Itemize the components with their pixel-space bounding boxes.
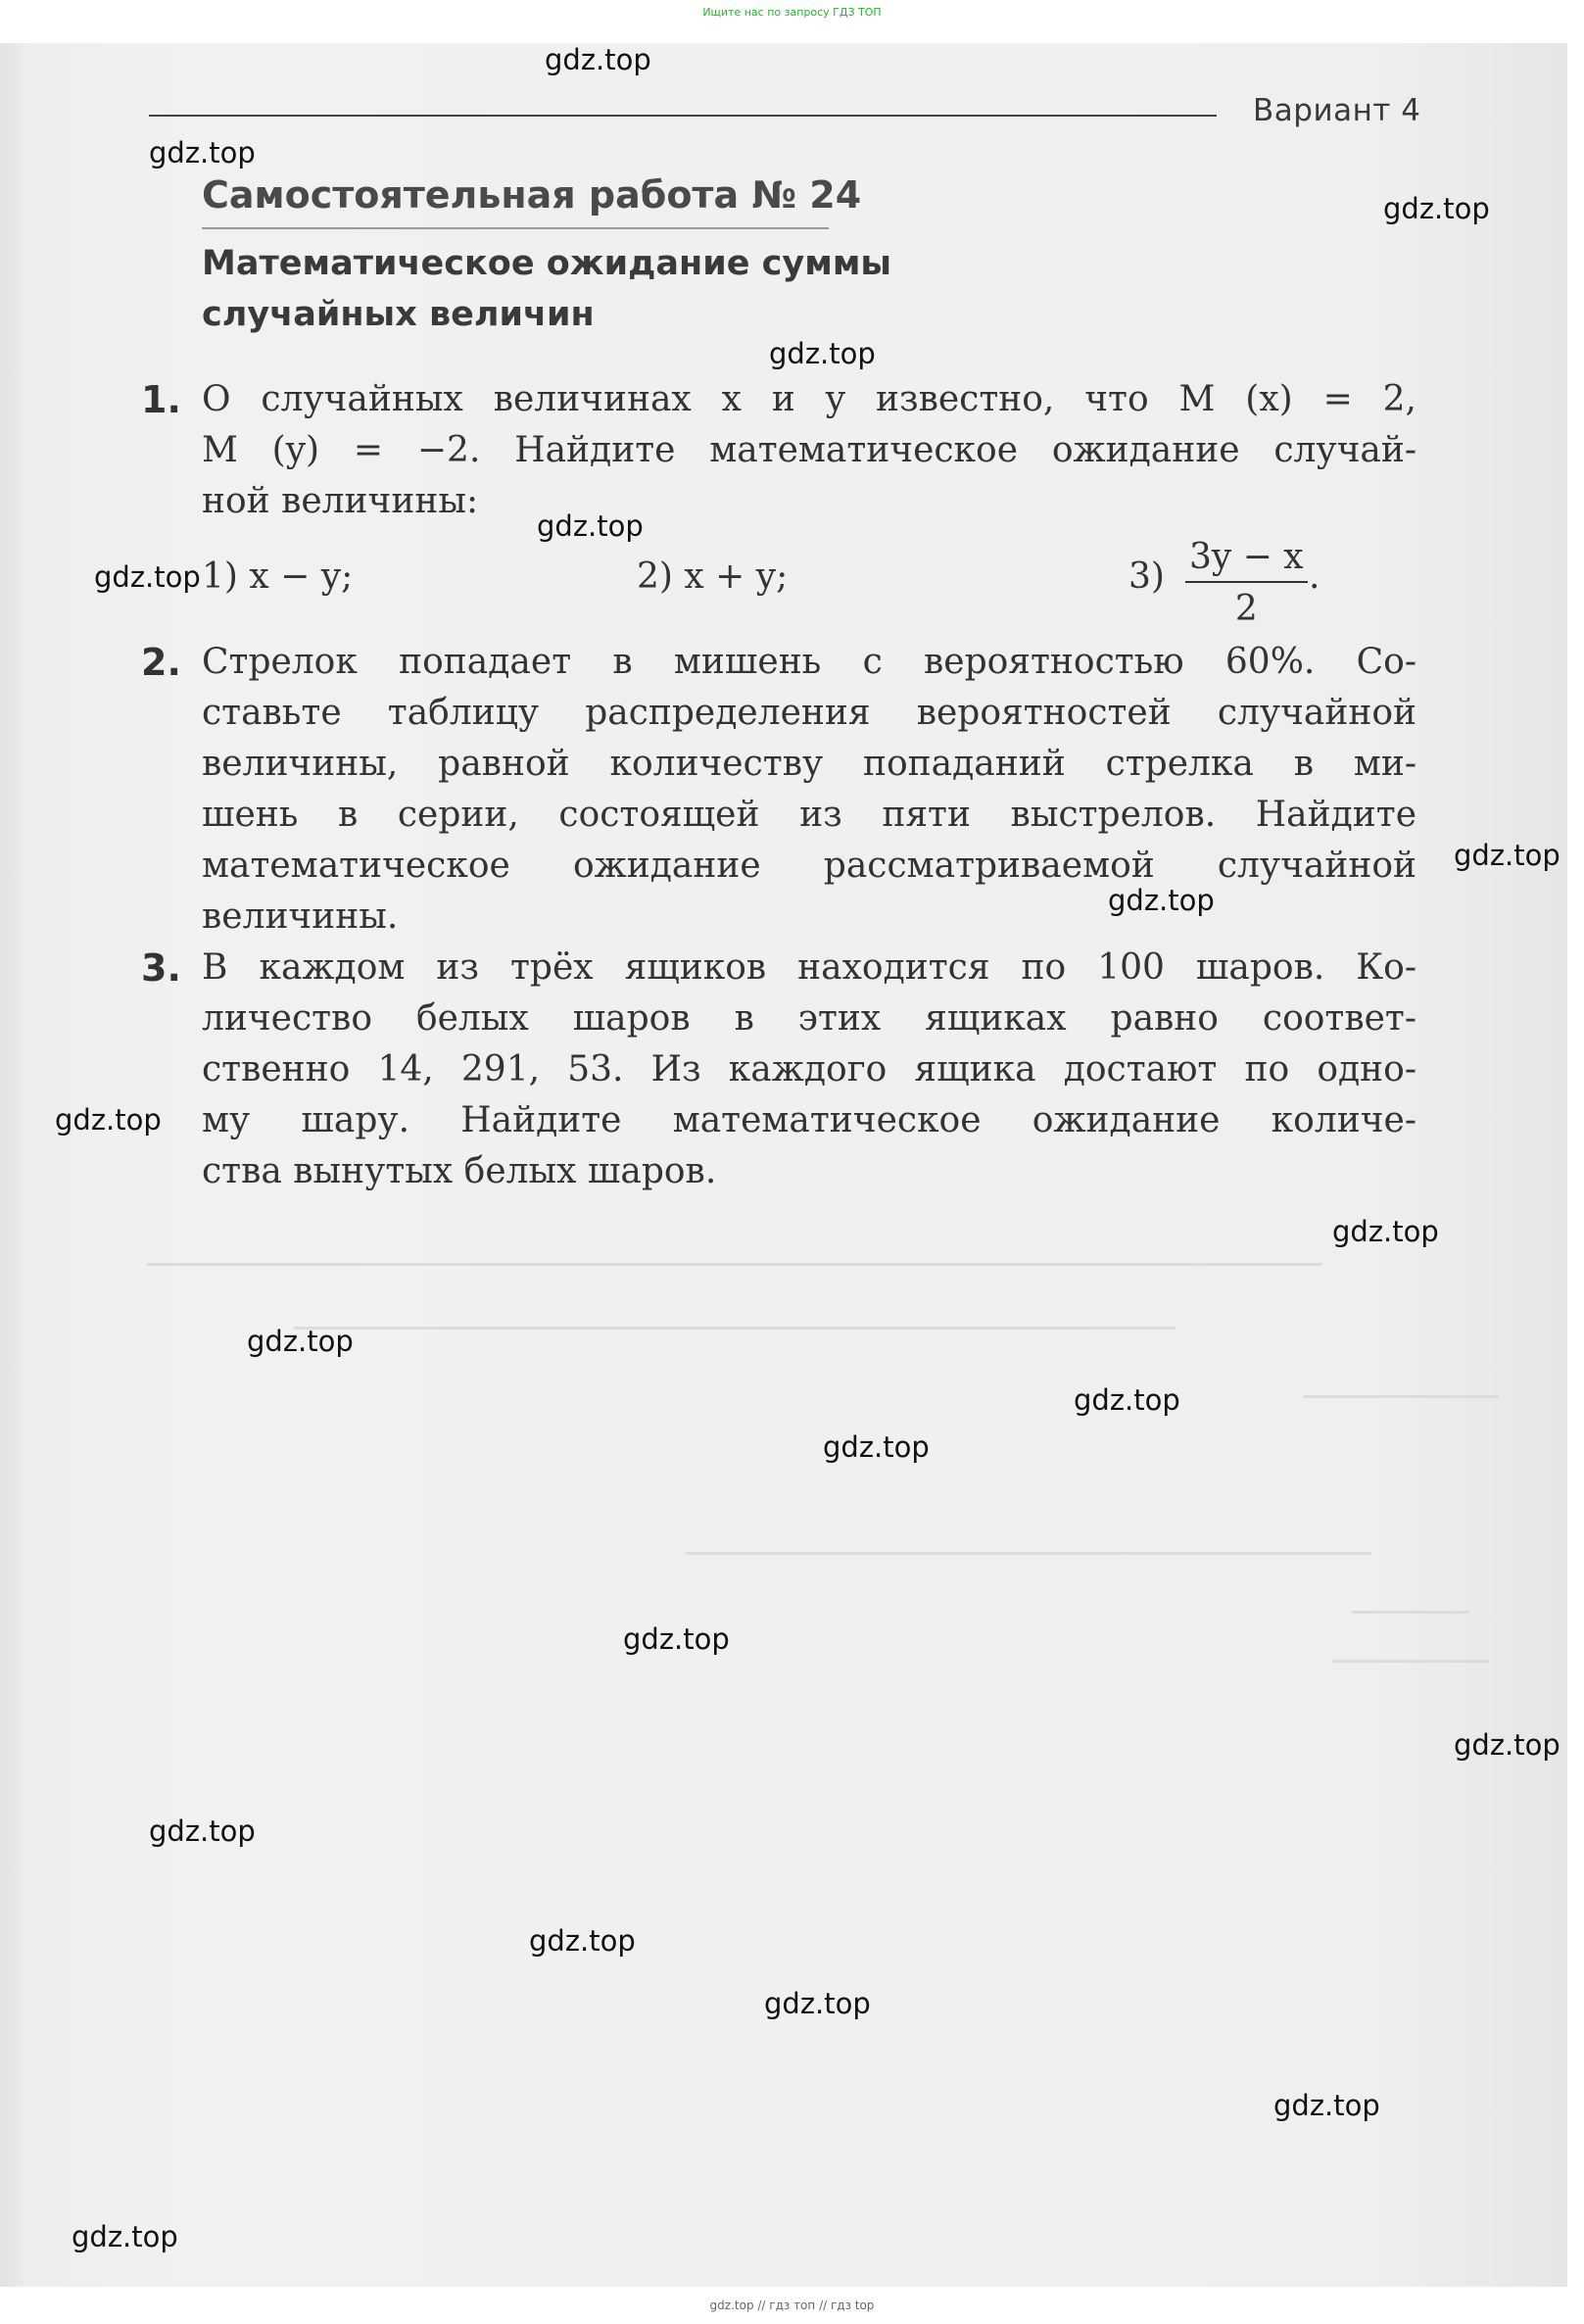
title-underline xyxy=(202,227,829,229)
watermark: gdz.top xyxy=(1108,884,1215,917)
option-3-fraction xyxy=(1185,537,1308,629)
watermark: gdz.top xyxy=(537,509,644,543)
watermark: gdz.top xyxy=(1074,1383,1180,1417)
watermark: gdz.top xyxy=(823,1430,930,1464)
task-line: ставьте таблицу распределения вероятностей случайной xyxy=(202,693,1416,733)
task-1 xyxy=(141,374,1416,527)
task-2 xyxy=(141,637,1416,943)
task-number: 2. xyxy=(141,641,181,684)
fraction-denominator: 2 xyxy=(1234,589,1258,629)
watermark: gdz.top xyxy=(1454,839,1560,872)
task-line: В каждом из трёх ящиков находится по 100 шаров. Ко- xyxy=(202,947,1416,988)
bottom-banner: gdz.top // гдз топ // гдз top xyxy=(709,2299,875,2312)
watermark: gdz.top xyxy=(1454,1728,1560,1762)
task-line: математическое ожидание рассматриваемой случайной xyxy=(202,846,1416,886)
task-line: величины. xyxy=(202,896,399,937)
watermark: gdz.top xyxy=(149,1815,256,1848)
watermark: gdz.top xyxy=(529,1924,636,1958)
topic-heading xyxy=(202,238,891,340)
task-line: ной величины: xyxy=(202,481,479,521)
task-line: ства вынутых белых шаров. xyxy=(202,1151,717,1191)
watermark: gdz.top xyxy=(94,560,201,594)
top-banner: Ищите нас по запросу ГДЗ ТОП xyxy=(702,6,882,19)
work-title: Самостоятельная работа № 24 xyxy=(202,173,862,217)
fraction-bar xyxy=(1185,581,1308,583)
watermark: gdz.top xyxy=(1383,192,1490,225)
watermark: gdz.top xyxy=(623,1622,730,1656)
variant-label: Вариант 4 xyxy=(1253,93,1421,128)
task-number: 3. xyxy=(141,946,181,990)
option-1: 1) x − y; xyxy=(202,557,354,597)
header-rule xyxy=(149,115,1217,117)
watermark: gdz.top xyxy=(149,136,256,169)
watermark: gdz.top xyxy=(55,1103,162,1137)
task-line: величины, равной количеству попаданий стрелка в ми- xyxy=(202,744,1416,784)
topic-line: случайных величин xyxy=(202,295,595,334)
topic-line: Математическое ожидание суммы xyxy=(202,244,892,283)
task-number: 1. xyxy=(141,378,181,421)
watermark: gdz.top xyxy=(1273,2089,1380,2122)
option-3-suffix: . xyxy=(1309,557,1320,597)
task-line: M (y) = −2. Найдите математическое ожидание случай- xyxy=(202,430,1416,470)
watermark: gdz.top xyxy=(545,43,651,76)
watermark: gdz.top xyxy=(1332,1215,1439,1248)
task-3 xyxy=(141,943,1416,1197)
task-line: личество белых шаров в этих ящиках равно соответ- xyxy=(202,998,1416,1039)
task-line: ственно 14, 291, 53. Из каждого ящика достают по одно- xyxy=(202,1049,1416,1089)
option-3-prefix: 3) xyxy=(1128,557,1165,597)
watermark: gdz.top xyxy=(247,1325,354,1358)
watermark: gdz.top xyxy=(769,337,876,370)
option-2: 2) x + y; xyxy=(637,557,789,597)
watermark: gdz.top xyxy=(72,2220,178,2253)
task-1-options xyxy=(202,537,1426,635)
task-line: шень в серии, состоящей из пяти выстрелов. Найдите xyxy=(202,795,1416,835)
fraction-numerator: 3y − x xyxy=(1189,537,1304,577)
task-line: О случайных величинах x и y известно, что M (x) = 2, xyxy=(202,379,1416,419)
task-line: му шару. Найдите математическое ожидание количе- xyxy=(202,1100,1416,1140)
task-line: Стрелок попадает в мишень с вероятностью 60%. Со- xyxy=(202,642,1416,682)
watermark: gdz.top xyxy=(764,1987,871,2020)
